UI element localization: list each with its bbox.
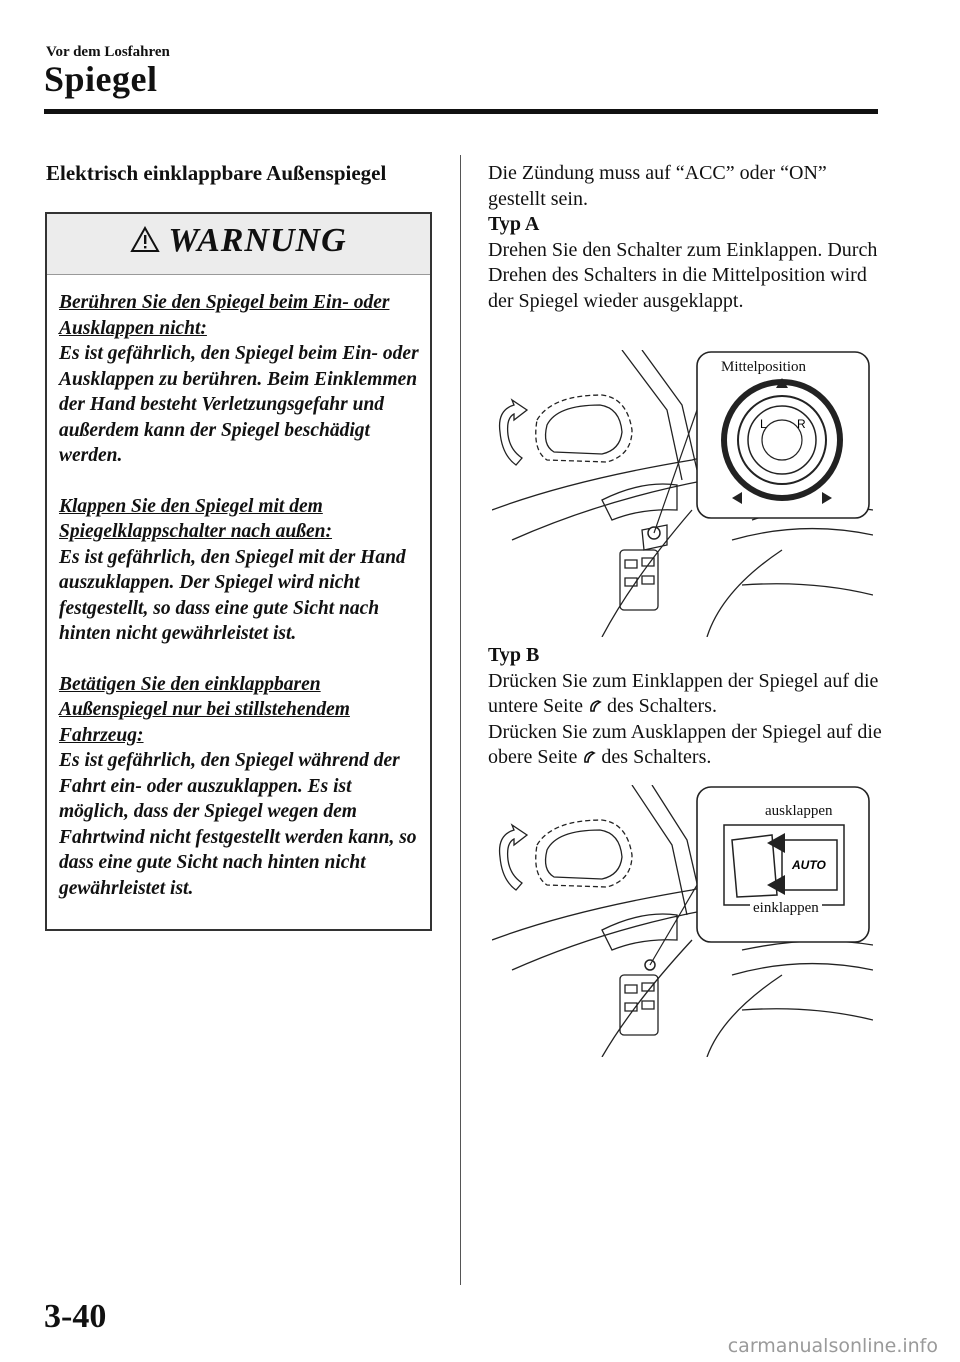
warning-heading: Klappen Sie den Spiegel mit dem Spiegelklappschalter nach außen: — [59, 495, 333, 542]
page-title: Spiegel — [44, 59, 158, 99]
figure-label-einklappen: einklappen — [750, 900, 822, 917]
typ-a-text: Drehen Sie den Schalter zum Einklappen. Durch Drehen des Schalters in die Mittelposition wird der Spiegel wieder ausgeklappt. — [488, 238, 878, 312]
warning-heading: Betätigen Sie den einklappbaren Außenspiegel nur bei stillstehendem Fahrzeug: — [59, 673, 350, 746]
mirror-illustration-a — [492, 350, 873, 637]
warning-box — [45, 212, 432, 931]
figure-typ-a — [492, 350, 873, 637]
switch-label-r: R — [797, 417, 806, 431]
title-rule — [44, 109, 878, 114]
figure-typ-b — [492, 785, 873, 1057]
mirror-illustration-b — [492, 785, 873, 1057]
warning-text: Es ist gefährlich, den Spiegel beim Ein- oder Ausklappen zu berühren. Beim Einklemmen der Hand besteht Verletzungsgefahr und außerdem kann der Spiegel beschädigt werden. — [59, 343, 419, 466]
right-column — [488, 161, 883, 314]
mirror-symbol-icon — [588, 695, 602, 709]
typ-b-section — [488, 643, 883, 771]
warning-triangle-icon — [130, 224, 160, 262]
typ-b-text-1: Drücken Sie zum Einklappen der Spiegel auf die untere Seite des Schalters. — [488, 669, 879, 717]
warning-title: WARNUNG — [168, 222, 347, 259]
figure-label-mittelposition: Mittelposition — [718, 359, 809, 376]
section-label: Vor dem Losfahren — [46, 44, 170, 60]
warning-text: Es ist gefährlich, den Spiegel mit der Hand auszuklappen. Der Spiegel wird nicht festgestellt, so dass eine gute Sicht nach hinten nicht gewährleistet ist. — [59, 546, 406, 644]
warning-heading: Berühren Sie den Spiegel beim Ein- oder Ausklappen nicht: — [59, 292, 390, 339]
warning-block — [59, 672, 420, 902]
figure-label-ausklappen: ausklappen — [762, 803, 835, 820]
mirror-symbol-icon — [582, 746, 596, 760]
switch-label-l: L — [760, 417, 767, 431]
subheading: Elektrisch einklappbare Außenspiegel — [46, 161, 387, 185]
page-number: 3-40 — [44, 1298, 107, 1335]
warning-body — [59, 290, 420, 926]
warning-block — [59, 290, 420, 469]
column-divider — [460, 155, 461, 1285]
warning-header — [47, 214, 430, 275]
watermark: carmanualsonline.info — [727, 1335, 938, 1357]
typ-a-label: Typ A — [488, 213, 540, 235]
typ-b-label: Typ B — [488, 644, 540, 666]
switch-label-auto: AUTO — [792, 858, 826, 872]
warning-block — [59, 494, 420, 647]
warning-text: Es ist gefährlich, den Spiegel während der Fahrt ein- oder auszuklappen. Es ist möglich, dass der Spiegel wegen dem Fahrtwind nicht festgestellt werden kann, so dass eine gute Sicht nach hinten nicht gewährleistet ist. — [59, 750, 417, 899]
typ-b-text-2: Drücken Sie zum Ausklappen der Spiegel auf die obere Seite des Schalters. — [488, 720, 882, 768]
intro-text: Die Zündung muss auf “ACC” oder “ON” gestellt sein. — [488, 162, 827, 210]
